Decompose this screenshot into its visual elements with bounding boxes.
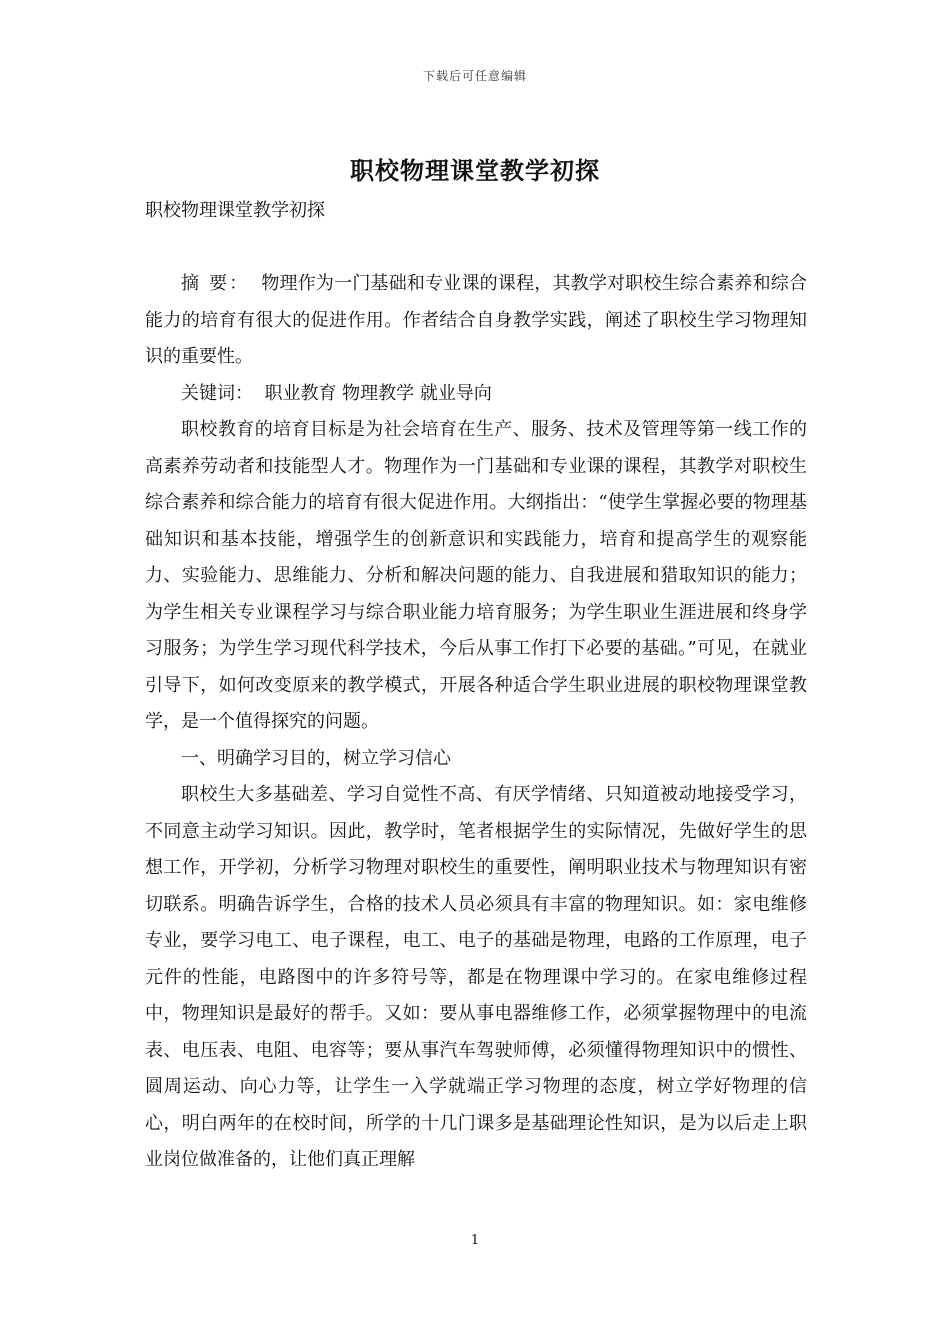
page-number: 1 <box>470 1233 480 1248</box>
intro-paragraph: 职校教育的培育目标是为社会培育在生产、服务、技术及管理等第一线工作的高素养劳动者和技能型人才。物理作为一门基础和专业课的课程，其教学对职校生综合素养和综合能力的培育有很大促进作用。大纲指出：“使学生掌握必要的物理基础知识和基本技能，增强学生的创新意识和实践能力，培育和提高学生的观察能力、实验能力、思维能力、分析和解决问题的能力、自我进展和猎取知识的能力；为学生相关专业课程学习与综合职业能力培育服务；为学生职业生涯进展和终身学习服务；为学生学习现代科学技术，今后从事工作打下必要的基础。”可见，在就业引导下，如何改变原来的教学模式，开展各种适合学生职业进展的职校物理课堂教学，是一个值得探究的问题。 <box>145 419 807 732</box>
document-title: 职校物理课堂教学初探 <box>350 156 600 185</box>
page-header-note: 下载后可任意编辑 <box>422 69 527 83</box>
section-heading: 一、明确学习目的，树立学习信心 <box>181 747 451 769</box>
document-subtitle: 职校物理课堂教学初探 <box>145 200 325 221</box>
blank-line <box>145 230 807 267</box>
keywords-paragraph <box>145 376 807 413</box>
abstract-paragraph <box>145 266 807 376</box>
keywords-label: 关键词： <box>181 382 253 404</box>
document-body <box>145 193 807 1179</box>
section-paragraph: 职校生大多基础差、学习自觉性不高、有厌学情绪、只知道被动地接受学习，不同意主动学习知识。因此，教学时，笔者根据学生的实际情况，先做好学生的思想工作，开学初，分析学习物理对职校生的重要性，阐明职业技术与物理知识有密切联系。明确告诉学生，合格的技术人员必须具有丰富的物理知识。如：家电维修专业，要学习电工、电子课程，电工、电子的基础是物理，电路的工作原理，电子元件的性能，电路图中的许多符号等，都是在物理课中学习的。在家电维修过程中，物理知识是最好的帮手。又如：要从事电器维修工作，必须掌握物理中的电流表、电压表、电阻、电容等；要从事汽车驾驶师傅，必须懂得物理知识中的惯性、圆周运动、向心力等，让学生一入学就端正学习物理的态度，树立学好物理的信心，明白两年的在校时间，所学的十几门课多是基础理论性知识，是为以后走上职业岗位做准备的，让他们真正理解 <box>145 784 807 1170</box>
abstract-label: 摘 要： <box>181 273 250 294</box>
keywords-text: 职业教育 物理教学 就业导向 <box>264 382 492 404</box>
abstract-text: 物理作为一门基础和专业课的课程，其教学对职校生综合素养和综合能力的培育有很大的促进作用。作者结合自身教学实践，阐述了职校生学习物理知识的重要性。 <box>145 273 807 367</box>
